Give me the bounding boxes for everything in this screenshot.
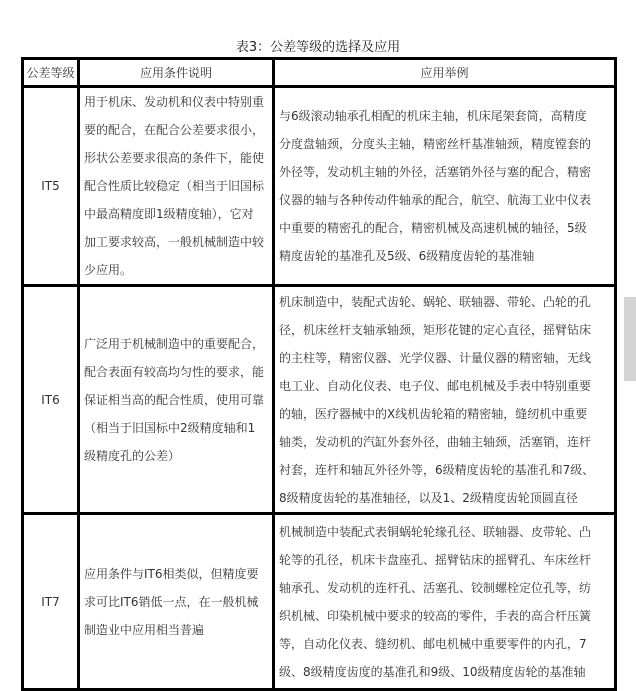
text-line: 径，机床丝杆支轴承轴颈，矩形花键的定心直径，摇臂钻床 <box>279 322 592 337</box>
text-line: 求可比IT6销低一点，在一般机械 <box>84 594 259 609</box>
scrollbar-thumb[interactable] <box>624 297 636 381</box>
text-line: 轴承孔、发动机的连杆孔、活塞孔、铰制螺栓定位孔等，纺 <box>279 580 592 595</box>
header-grade: 公差等级 <box>23 59 79 87</box>
examples-cell <box>274 514 616 690</box>
text-line: 机床制造中，装配式齿轮、蜗轮、联轴器、带轮、凸轮的孔 <box>279 294 592 309</box>
text-line: 的主柱等，精密仪器、光学仪器、计量仪器的精密轴，无线 <box>279 350 592 365</box>
text-line: 轴类，发动机的汽缸外套外径，曲轴主轴颈，活塞销，连杆 <box>279 434 592 449</box>
text-line: 应用条件与IT6相类似，但精度要 <box>84 566 259 581</box>
condition-cell <box>79 286 274 514</box>
condition-cell <box>79 514 274 690</box>
table-row <box>23 87 616 286</box>
text-line: 要的配合，在配合公差要求很小， <box>84 123 265 137</box>
text-line: 与6级滚动轴承孔相配的机床主轴，机床尾架套筒，高精度 <box>279 109 587 123</box>
text-line: 广泛用于机械制造中的重要配合， <box>84 336 265 351</box>
text-line: 轮等的孔径，机床卡盘座孔、摇臂钻床的摇臂孔、车床丝杆 <box>279 552 592 567</box>
text-line: 衬套，连杆和轴瓦外径外等，6级精度齿轮的基准孔和7级、 <box>279 462 595 477</box>
text-line: （相当于旧国标中2级精度轴和1 <box>84 420 256 435</box>
text-line: 机械制造中装配式表铜蜗轮轮缘孔径、联轴器、皮带轮、凸 <box>279 524 592 539</box>
text-line: 加工要求较高，一般机械制造中较 <box>84 235 265 249</box>
text-line: 织机械、印染机械中要求的较高的零件，手表的高合杆压簧 <box>279 608 592 623</box>
grade-cell: IT5 <box>23 87 79 286</box>
text-line: 的轴，医疗器械中的X线机齿轮箱的精密轴，缝纫机中重要 <box>279 406 588 421</box>
text-line: 制造业中应用相当普遍 <box>84 622 205 637</box>
text-line: 8级精度齿轮的基准轴径，以及1、2级精度齿轮顶圆直径 <box>279 490 578 505</box>
text-line: 精度齿轮的基准孔及5级、6级精度齿轮的基准轴 <box>279 249 535 263</box>
text-line: 等，自动化仪表、缝纫机、邮电机械中重要零件的内孔，7 <box>279 636 587 651</box>
table-row <box>23 514 616 690</box>
text-line: 少应用。 <box>84 263 133 277</box>
text-line: 保证相当高的配合性质，使用可靠 <box>84 392 265 407</box>
examples-cell <box>274 87 616 286</box>
text-line: 外径等，发动机主轴的外径，活塞销外径与塞的配合，精密 <box>279 165 592 179</box>
grade-cell: IT7 <box>23 514 79 690</box>
header-examples: 应用举例 <box>274 59 616 87</box>
text-line: 配合性质比较稳定（相当于旧国标 <box>84 179 265 193</box>
text-line: 中最高精度即1级精度轴），它对 <box>84 207 254 221</box>
text-line: 级精度孔的公差） <box>84 448 181 463</box>
table-title: 表3：公差等级的选择及应用 <box>235 40 401 55</box>
condition-cell <box>79 87 274 286</box>
text-line: 电工业、自动化仪表、电子仪、邮电机械及手表中特别重要 <box>279 378 592 393</box>
text-line: 分度盘轴颈，分度头主轴，精密丝杆基准轴颈，精度镗套的 <box>279 137 592 151</box>
text-line: 仪器的轴与各种传动件轴承的配合，航空、航海工业中仪表 <box>279 193 592 207</box>
header-condition: 应用条件说明 <box>79 59 274 87</box>
grade-cell: IT6 <box>23 286 79 514</box>
text-line: 中重要的精密孔的配合，精密机械及高速机械的轴径，5级 <box>279 221 587 235</box>
tolerance-grade-table <box>21 57 617 691</box>
text-line: 用于机床、发动机和仪表中特别重 <box>84 95 265 109</box>
text-line: 级、8级精度齿度的基准孔和9级、10级精度齿轮的基准轴 <box>279 664 586 679</box>
text-line: 形状公差要求很高的条件下，能使 <box>84 151 265 165</box>
header-row <box>23 59 616 87</box>
text-line: 配合表面有较高均匀性的要求，能 <box>84 364 265 379</box>
table-row <box>23 286 616 514</box>
examples-cell <box>274 286 616 514</box>
